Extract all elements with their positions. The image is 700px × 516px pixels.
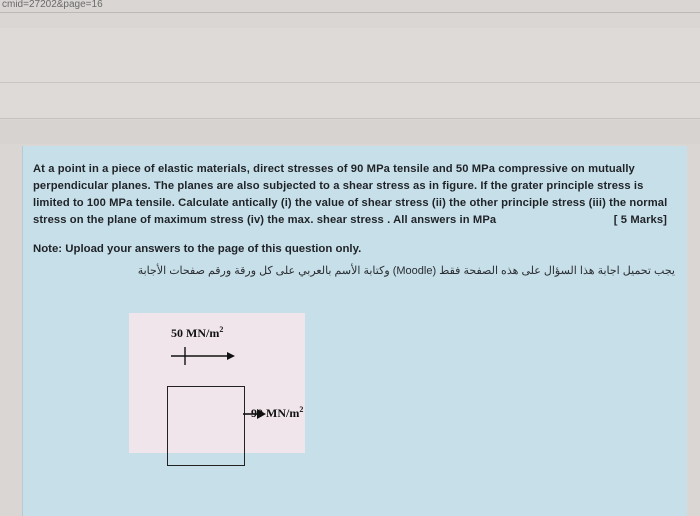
question-card xyxy=(22,146,687,516)
url-fragment: cmid=27202&page=16 xyxy=(2,0,103,10)
stress-element-box xyxy=(167,386,245,466)
marks-label: [ 5 Marks] xyxy=(613,214,667,226)
header-divider xyxy=(0,82,700,83)
question-text xyxy=(33,161,673,229)
compressive-arrow-icon xyxy=(169,345,239,367)
page-header-band xyxy=(0,28,700,119)
tensile-stress-label: 90 $MN/m^2$ xyxy=(251,405,304,420)
compressive-stress-label: 50 $MN/m^2$ xyxy=(171,325,224,340)
upload-note: Note: Upload your answers to the page of this question only. xyxy=(33,243,362,255)
top-divider xyxy=(0,12,700,13)
question-body: At a point in a piece of elastic materials, direct stresses of 90 MPa tensile and 50 MPa compressive on mutually perpendicular planes. The planes are also subjected to a shear stress as in figure. If the grater principle stress is limited to 100 MPa tensile. Calculate antically (i) the value of shear stress (ii) the other principle stress (iii) the normal stress on the plane of maximum stress (iv) the max. shear stress . All answers in MPa xyxy=(33,163,668,226)
arabic-note: يجب تحميل اجابة هذا السؤال على هذه الصفحة فقط (Moodle) وكتابة الأسم بالعربي على كل ورقة ورقم صفحات الأجابة xyxy=(137,265,675,277)
stress-figure xyxy=(129,313,305,453)
content-gap xyxy=(0,120,700,144)
